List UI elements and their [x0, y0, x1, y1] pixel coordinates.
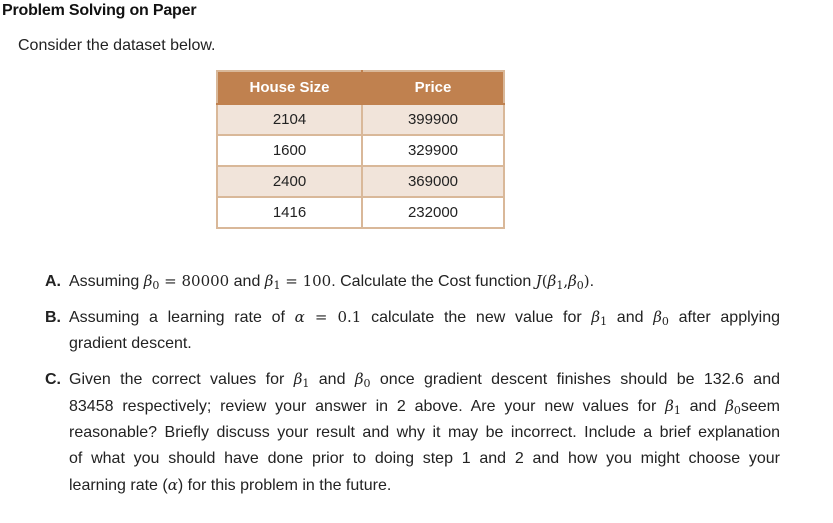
question-c: [45, 366, 780, 499]
table-header-row: [217, 71, 504, 104]
beta0-symbol: [355, 370, 371, 388]
question-a-text: [69, 273, 594, 290]
question-c-line-4: of what you should have done prior to doing step 1 and 2 and how you might choose your: [69, 450, 780, 467]
subscript: 0: [661, 315, 669, 328]
beta: β: [665, 397, 674, 415]
beta0-symbol: [725, 397, 741, 415]
text: and: [607, 309, 654, 326]
beta0-symbol: [144, 272, 160, 290]
beta: β: [725, 397, 734, 415]
question-b-line-1: [45, 304, 780, 331]
header-house-size: House Size: [217, 71, 362, 104]
cell-house-size: 1600: [217, 135, 362, 166]
dataset-table: [216, 70, 505, 229]
text: calculate the new value for: [361, 309, 592, 326]
question-c-line-1: [45, 366, 780, 393]
question-c-line-5: [45, 472, 780, 499]
question-b-label: B.: [45, 309, 61, 326]
beta1-symbol: [591, 308, 607, 326]
text: and: [680, 398, 726, 415]
beta1-symbol: [665, 397, 681, 415]
subscript: 0: [733, 404, 741, 417]
subscript: 0: [363, 377, 371, 390]
text: once gradient descent finishes should be 132.6 and: [370, 371, 781, 388]
beta1-symbol: [294, 370, 310, 388]
subscript: 1: [302, 377, 310, 390]
question-a-label: A.: [45, 273, 61, 290]
text: Assuming: [69, 273, 144, 290]
cell-price: 329900: [362, 135, 504, 166]
cell-price: 232000: [362, 197, 504, 228]
cell-house-size: 1416: [217, 197, 362, 228]
text: seem: [740, 398, 780, 415]
text: after applying: [668, 309, 781, 326]
cost-function-expr: [536, 272, 590, 290]
intro-text: Consider the dataset below.: [18, 37, 216, 54]
comma: ,: [563, 272, 569, 290]
beta: β: [264, 272, 274, 290]
beta: β: [568, 272, 577, 290]
subscript: 0: [576, 279, 584, 292]
text: and: [309, 371, 355, 388]
alpha-value: = 0.1: [304, 308, 362, 326]
subscript: 1: [673, 404, 681, 417]
beta: β: [591, 308, 601, 326]
text: . Calculate the Cost function: [331, 273, 536, 290]
alpha-symbol: α: [167, 476, 178, 494]
question-c-line-3: reasonable? Briefly discuss your result and why it may be incorrect. Include a brief explanation: [69, 424, 780, 441]
text: and: [229, 273, 265, 290]
alpha-symbol: α: [294, 308, 305, 326]
beta0-value: = 80000: [159, 272, 230, 290]
question-b: [45, 304, 780, 357]
text: .: [589, 273, 595, 290]
subscript: 1: [556, 279, 564, 292]
table-row: [217, 197, 504, 228]
beta0-symbol: [653, 308, 669, 326]
cell-price: 399900: [362, 104, 504, 135]
beta: β: [354, 370, 364, 388]
table-row: [217, 166, 504, 197]
j: J: [535, 272, 542, 290]
page-title: Problem Solving on Paper: [2, 2, 197, 19]
subscript: 0: [152, 279, 160, 292]
question-a: [45, 268, 780, 295]
text: ) for this problem in the future.: [177, 477, 392, 494]
cell-price: 369000: [362, 166, 504, 197]
text: Given the correct values for: [69, 371, 294, 388]
table-row: [217, 135, 504, 166]
paren: ): [583, 272, 590, 290]
cell-house-size: 2400: [217, 166, 362, 197]
paren: (: [541, 272, 548, 290]
beta1-symbol: [265, 272, 281, 290]
subscript: 1: [273, 279, 281, 292]
text: Assuming a learning rate of: [69, 309, 295, 326]
subscript: 1: [600, 315, 608, 328]
question-c-line-2: [45, 393, 780, 420]
question-c-label: C.: [45, 371, 61, 388]
beta: β: [653, 308, 662, 326]
header-price: Price: [362, 71, 504, 104]
beta1-value: = 100: [280, 272, 332, 290]
beta: β: [143, 272, 153, 290]
text: learning rate (: [69, 477, 168, 494]
question-b-line-2: gradient descent.: [69, 335, 192, 352]
beta: β: [547, 272, 557, 290]
text: 83458 respectively; review your answer in 2 above. Are your new values for: [69, 398, 666, 415]
cell-house-size: 2104: [217, 104, 362, 135]
beta: β: [293, 370, 303, 388]
table-row: [217, 104, 504, 135]
